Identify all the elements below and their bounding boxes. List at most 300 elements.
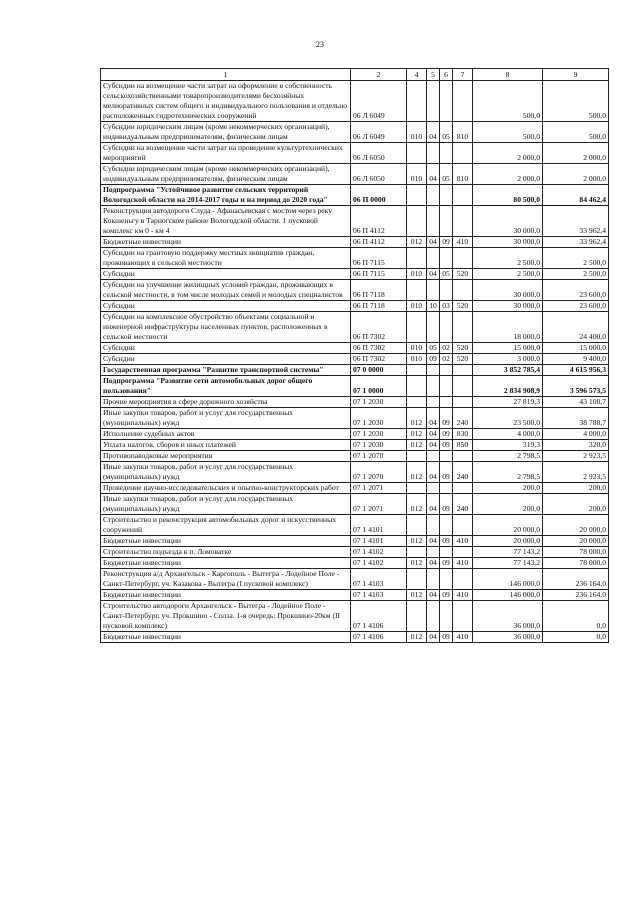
row-ministry-cell: 012 (407, 237, 427, 248)
row-subsection-cell: 09 (440, 590, 453, 601)
table-row (101, 515, 609, 536)
row-code-cell: 07 1 4101 (351, 536, 407, 547)
row-name-cell: Иные закупки товаров, работ и услуг для государственных (муниципальных) нужд (101, 462, 351, 483)
table-row (101, 365, 609, 376)
row-amount-2014-cell: 2 798,5 (473, 462, 543, 483)
row-subsection-cell (440, 280, 453, 301)
table-row (101, 206, 609, 237)
row-name-cell: Субсидии на возмещение части затрат на оформление в собственность сельскохозяйственными товаропроизводителями бесхозяйных мелиоративных систем общего и индивидуального пользования и отдельно расположенных гидротехнических сооружений (101, 81, 351, 122)
row-section-cell: 04 (427, 408, 440, 429)
row-code-cell: 07 1 4102 (351, 558, 407, 569)
row-subsection-cell: 09 (440, 462, 453, 483)
row-type-cell (453, 376, 473, 397)
header-cell: 8 (473, 69, 543, 81)
row-amount-2014-cell: 200,0 (473, 494, 543, 515)
row-ministry-cell (407, 143, 427, 164)
row-name-cell: Субсидии на возмещение части затрат на проведение культуртехнических мероприятий (101, 143, 351, 164)
row-code-cell: 07 1 2030 (351, 429, 407, 440)
row-amount-2015-cell: 2 000,0 (543, 164, 609, 185)
row-code-cell: 06 Л 6049 (351, 122, 407, 143)
row-code-cell: 06 П 7302 (351, 312, 407, 343)
row-name-cell: Субсидии (101, 269, 351, 280)
row-subsection-cell: 09 (440, 429, 453, 440)
row-section-cell: 04 (427, 590, 440, 601)
row-name-cell: Прочие мероприятия в сфере дорожного хозяйства (101, 397, 351, 408)
table-row (101, 312, 609, 343)
row-amount-2014-cell: 80 500,0 (473, 185, 543, 206)
row-code-cell: 07 1 4103 (351, 569, 407, 590)
row-amount-2015-cell: 4 615 956,3 (543, 365, 609, 376)
row-type-cell: 520 (453, 354, 473, 365)
row-amount-2015-cell: 0,0 (543, 601, 609, 632)
row-name-cell: Бюджетные инвестиции (101, 558, 351, 569)
row-code-cell: 07 1 4103 (351, 590, 407, 601)
row-code-cell: 06 П 0000 (351, 185, 407, 206)
row-amount-2014-cell: 2 500,0 (473, 269, 543, 280)
row-code-cell: 06 П 7115 (351, 248, 407, 269)
header-cell: 1 (101, 69, 351, 81)
header-cell: 2 (351, 69, 407, 81)
header-cell: 5 (427, 69, 440, 81)
row-type-cell (453, 515, 473, 536)
row-type-cell: 810 (453, 122, 473, 143)
row-type-cell: 410 (453, 237, 473, 248)
table-row (101, 569, 609, 590)
row-subsection-cell: 09 (440, 494, 453, 515)
row-subsection-cell (440, 81, 453, 122)
row-ministry-cell (407, 312, 427, 343)
row-subsection-cell: 02 (440, 354, 453, 365)
row-name-cell: Подпрограмма "Устойчивое развитие сельских территорий Вологодской области на 2014-2017 годы и на период до 2020 года" (101, 185, 351, 206)
row-ministry-cell (407, 185, 427, 206)
row-amount-2015-cell: 2 500,0 (543, 269, 609, 280)
row-section-cell (427, 483, 440, 494)
row-name-cell: Субсидии на грантовую поддержку местных инициатив граждан, проживающих в сельской местности (101, 248, 351, 269)
row-code-cell: 06 Л 6050 (351, 143, 407, 164)
row-subsection-cell: 09 (440, 536, 453, 547)
row-amount-2014-cell: 2 798,5 (473, 451, 543, 462)
row-type-cell (453, 206, 473, 237)
table-row (101, 440, 609, 451)
row-amount-2014-cell: 36 000,0 (473, 601, 543, 632)
row-amount-2015-cell: 236 164,0 (543, 569, 609, 590)
row-amount-2015-cell: 2 923,5 (543, 451, 609, 462)
row-type-cell (453, 81, 473, 122)
row-amount-2015-cell: 200,0 (543, 494, 609, 515)
table-row (101, 558, 609, 569)
row-name-cell: Реконструкция а/д Архангельск - Каргополь - Вытегра - Лодейное Поле - Санкт-Петербург, уч. Казакова - Вытегра (I пусковой комплекс) (101, 569, 351, 590)
row-section-cell (427, 451, 440, 462)
row-type-cell (453, 248, 473, 269)
row-subsection-cell (440, 569, 453, 590)
row-amount-2015-cell: 9 400,0 (543, 354, 609, 365)
row-amount-2015-cell: 78 000,0 (543, 558, 609, 569)
row-ministry-cell: 012 (407, 462, 427, 483)
table-row (101, 397, 609, 408)
row-subsection-cell (440, 376, 453, 397)
row-amount-2015-cell: 2 923,5 (543, 462, 609, 483)
row-code-cell: 07 1 2071 (351, 494, 407, 515)
table-row (101, 81, 609, 122)
row-subsection-cell (440, 143, 453, 164)
row-amount-2015-cell: 500,0 (543, 122, 609, 143)
row-subsection-cell: 09 (440, 408, 453, 429)
row-section-cell (427, 601, 440, 632)
table-row (101, 269, 609, 280)
row-amount-2015-cell: 38 788,7 (543, 408, 609, 429)
row-code-cell: 06 П 7302 (351, 343, 407, 354)
row-subsection-cell: 02 (440, 343, 453, 354)
row-amount-2015-cell: 33 962,4 (543, 237, 609, 248)
row-ministry-cell (407, 206, 427, 237)
row-ministry-cell (407, 248, 427, 269)
row-amount-2015-cell: 0,0 (543, 632, 609, 643)
row-section-cell: 04 (427, 632, 440, 643)
row-code-cell: 06 Л 6050 (351, 164, 407, 185)
row-amount-2014-cell: 30 000,0 (473, 280, 543, 301)
row-ministry-cell (407, 483, 427, 494)
row-section-cell: 04 (427, 237, 440, 248)
row-subsection-cell (440, 515, 453, 536)
row-amount-2015-cell: 84 462,4 (543, 185, 609, 206)
row-type-cell: 410 (453, 558, 473, 569)
row-type-cell: 520 (453, 269, 473, 280)
table-row (101, 237, 609, 248)
row-section-cell (427, 81, 440, 122)
row-code-cell: 07 1 4106 (351, 601, 407, 632)
row-subsection-cell: 09 (440, 440, 453, 451)
table-row (101, 536, 609, 547)
row-section-cell: 04 (427, 122, 440, 143)
row-amount-2015-cell: 320,0 (543, 440, 609, 451)
row-type-cell: 410 (453, 590, 473, 601)
row-type-cell (453, 143, 473, 164)
row-amount-2014-cell: 3 000,0 (473, 354, 543, 365)
row-code-cell: 06 П 4112 (351, 206, 407, 237)
row-type-cell: 520 (453, 301, 473, 312)
row-name-cell: Субсидии (101, 301, 351, 312)
row-amount-2014-cell: 18 000,0 (473, 312, 543, 343)
row-code-cell: 07 1 2030 (351, 408, 407, 429)
row-amount-2014-cell: 2 000,0 (473, 143, 543, 164)
row-amount-2014-cell: 2 500,0 (473, 248, 543, 269)
row-type-cell: 410 (453, 632, 473, 643)
row-amount-2015-cell: 15 000,0 (543, 343, 609, 354)
header-cell: 6 (440, 69, 453, 81)
row-name-cell: Исполнение судебных актов (101, 429, 351, 440)
row-ministry-cell: 012 (407, 558, 427, 569)
row-amount-2015-cell: 20 000,0 (543, 515, 609, 536)
row-ministry-cell: 012 (407, 494, 427, 515)
row-name-cell: Противопаводковые мероприятия (101, 451, 351, 462)
row-subsection-cell: 05 (440, 122, 453, 143)
table-row (101, 632, 609, 643)
row-ministry-cell: 012 (407, 429, 427, 440)
row-section-cell (427, 515, 440, 536)
row-amount-2014-cell: 146 000,0 (473, 590, 543, 601)
row-code-cell: 07 1 4106 (351, 632, 407, 643)
table-row (101, 408, 609, 429)
row-type-cell (453, 185, 473, 206)
row-section-cell: 04 (427, 462, 440, 483)
row-amount-2014-cell: 23 500,0 (473, 408, 543, 429)
row-section-cell: 09 (427, 354, 440, 365)
row-subsection-cell (440, 185, 453, 206)
row-type-cell (453, 397, 473, 408)
row-type-cell (453, 547, 473, 558)
row-amount-2015-cell: 20 000,0 (543, 536, 609, 547)
row-section-cell: 04 (427, 429, 440, 440)
row-type-cell: 520 (453, 343, 473, 354)
row-ministry-cell: 010 (407, 269, 427, 280)
table-row (101, 280, 609, 301)
row-subsection-cell (440, 397, 453, 408)
table-row (101, 143, 609, 164)
row-name-cell: Бюджетные инвестиции (101, 632, 351, 643)
row-amount-2014-cell: 2 834 908,9 (473, 376, 543, 397)
row-type-cell (453, 312, 473, 343)
row-amount-2014-cell: 200,0 (473, 483, 543, 494)
row-section-cell (427, 397, 440, 408)
row-ministry-cell (407, 376, 427, 397)
row-code-cell: 07 1 2071 (351, 483, 407, 494)
row-type-cell: 410 (453, 536, 473, 547)
table-row (101, 451, 609, 462)
row-amount-2014-cell: 30 000,0 (473, 206, 543, 237)
row-subsection-cell (440, 451, 453, 462)
row-type-cell: 830 (453, 429, 473, 440)
table-row (101, 494, 609, 515)
row-amount-2014-cell: 27 819,3 (473, 397, 543, 408)
row-amount-2014-cell: 15 000,0 (473, 343, 543, 354)
row-ministry-cell (407, 569, 427, 590)
row-type-cell (453, 601, 473, 632)
row-name-cell: Субсидии юридическим лицам (кроме некоммерческих организаций), индивидуальным предпринимателям, физическим лицам (101, 164, 351, 185)
row-name-cell: Иные закупки товаров, работ и услуг для государственных (муниципальных) нужд (101, 408, 351, 429)
row-amount-2015-cell: 23 600,0 (543, 301, 609, 312)
row-amount-2015-cell: 2 500,0 (543, 248, 609, 269)
row-ministry-cell (407, 601, 427, 632)
row-amount-2014-cell: 3 852 785,4 (473, 365, 543, 376)
row-code-cell: 07 1 0000 (351, 376, 407, 397)
row-name-cell: Строительство автодороги Архангельск - Вытегра - Лодейное Поле - Санкт-Петербург, уч. Прокшино - Солза. 1-я очередь: Прокшино-20км (II пусковой комплекс) (101, 601, 351, 632)
row-code-cell: 07 0 0000 (351, 365, 407, 376)
row-code-cell: 07 1 2030 (351, 397, 407, 408)
budget-table (100, 68, 609, 643)
row-amount-2015-cell: 2 000,0 (543, 143, 609, 164)
row-section-cell: 04 (427, 494, 440, 515)
row-ministry-cell (407, 451, 427, 462)
row-name-cell: Подпрограмма "Развитие сети автомобильных дорог общего пользования" (101, 376, 351, 397)
row-section-cell (427, 206, 440, 237)
row-ministry-cell: 010 (407, 122, 427, 143)
table-row (101, 462, 609, 483)
row-amount-2015-cell: 24 400,0 (543, 312, 609, 343)
row-subsection-cell (440, 312, 453, 343)
row-amount-2015-cell: 4 000,0 (543, 429, 609, 440)
row-section-cell (427, 280, 440, 301)
row-code-cell: 06 П 7118 (351, 301, 407, 312)
row-type-cell (453, 280, 473, 301)
row-ministry-cell (407, 547, 427, 558)
row-section-cell (427, 569, 440, 590)
row-subsection-cell (440, 248, 453, 269)
row-amount-2015-cell: 33 962,4 (543, 206, 609, 237)
row-amount-2014-cell: 2 000,0 (473, 164, 543, 185)
row-ministry-cell: 010 (407, 164, 427, 185)
table-row (101, 301, 609, 312)
row-name-cell: Субсидии юридическим лицам (кроме некоммерческих организаций), индивидуальным предпринимателям, физическим лицам (101, 122, 351, 143)
row-code-cell: 06 П 4112 (351, 237, 407, 248)
table-row (101, 376, 609, 397)
row-subsection-cell (440, 365, 453, 376)
row-amount-2014-cell: 77 143,2 (473, 547, 543, 558)
row-subsection-cell: 05 (440, 269, 453, 280)
row-ministry-cell (407, 365, 427, 376)
row-amount-2014-cell: 500,0 (473, 122, 543, 143)
table-row (101, 248, 609, 269)
row-ministry-cell: 012 (407, 632, 427, 643)
row-code-cell: 06 П 7115 (351, 269, 407, 280)
row-code-cell: 07 1 2070 (351, 451, 407, 462)
row-amount-2015-cell: 500,0 (543, 81, 609, 122)
row-name-cell: Бюджетные инвестиции (101, 237, 351, 248)
row-section-cell: 04 (427, 558, 440, 569)
row-amount-2014-cell: 4 000,0 (473, 429, 543, 440)
row-name-cell: Бюджетные инвестиции (101, 590, 351, 601)
row-amount-2015-cell: 23 600,0 (543, 280, 609, 301)
row-ministry-cell: 010 (407, 354, 427, 365)
row-section-cell: 04 (427, 440, 440, 451)
row-name-cell: Бюджетные инвестиции (101, 536, 351, 547)
row-name-cell: Строительство и реконструкция автомобильных дорог и искусственных сооружений (101, 515, 351, 536)
row-subsection-cell: 09 (440, 558, 453, 569)
row-code-cell: 07 1 4101 (351, 515, 407, 536)
row-section-cell: 04 (427, 269, 440, 280)
row-amount-2014-cell: 500,0 (473, 81, 543, 122)
row-amount-2015-cell: 78 000,0 (543, 547, 609, 558)
row-ministry-cell (407, 81, 427, 122)
row-amount-2015-cell: 236 164,0 (543, 590, 609, 601)
row-section-cell (427, 185, 440, 206)
header-cell: 9 (543, 69, 609, 81)
page-number: 23 (316, 40, 324, 49)
row-ministry-cell (407, 280, 427, 301)
row-name-cell: Субсидии на улучшение жилищных условий граждан, проживающих в сельской местности, в том числе молодых семей и молодых специалистов (101, 280, 351, 301)
row-type-cell: 850 (453, 440, 473, 451)
row-section-cell (427, 248, 440, 269)
table-row (101, 601, 609, 632)
row-code-cell: 06 Л 6049 (351, 81, 407, 122)
row-subsection-cell (440, 601, 453, 632)
row-ministry-cell: 012 (407, 440, 427, 451)
row-section-cell (427, 312, 440, 343)
row-ministry-cell: 010 (407, 343, 427, 354)
table-row (101, 164, 609, 185)
row-section-cell (427, 376, 440, 397)
table-row (101, 354, 609, 365)
row-type-cell: 240 (453, 462, 473, 483)
row-type-cell (453, 365, 473, 376)
row-section-cell (427, 143, 440, 164)
row-code-cell: 06 П 7118 (351, 280, 407, 301)
row-type-cell (453, 451, 473, 462)
table-row (101, 590, 609, 601)
row-name-cell: Государственная программа "Развитие транспортной системы" (101, 365, 351, 376)
row-amount-2014-cell: 36 000,0 (473, 632, 543, 643)
row-section-cell: 10 (427, 301, 440, 312)
table-body (101, 81, 609, 643)
row-section-cell (427, 365, 440, 376)
table-row (101, 547, 609, 558)
row-subsection-cell: 09 (440, 237, 453, 248)
row-amount-2015-cell: 43 108,7 (543, 397, 609, 408)
table-row (101, 429, 609, 440)
row-name-cell: Субсидии на комплексное обустройство объектами социальной и инженерной инфраструктуры населенных пунктов, расположенных в сельской местности (101, 312, 351, 343)
table-row (101, 122, 609, 143)
table-header-row (101, 69, 609, 81)
row-amount-2014-cell: 319,3 (473, 440, 543, 451)
row-section-cell (427, 547, 440, 558)
row-ministry-cell: 012 (407, 590, 427, 601)
row-subsection-cell (440, 483, 453, 494)
row-name-cell: Иные закупки товаров, работ и услуг для государственных (муниципальных) нужд (101, 494, 351, 515)
row-type-cell (453, 569, 473, 590)
row-name-cell: Субсидии (101, 343, 351, 354)
header-cell: 4 (407, 69, 427, 81)
row-section-cell: 05 (427, 343, 440, 354)
table-row (101, 343, 609, 354)
row-type-cell: 240 (453, 408, 473, 429)
table-row (101, 483, 609, 494)
row-amount-2014-cell: 20 000,0 (473, 536, 543, 547)
row-type-cell: 240 (453, 494, 473, 515)
row-amount-2014-cell: 20 000,0 (473, 515, 543, 536)
row-subsection-cell (440, 206, 453, 237)
row-ministry-cell: 010 (407, 301, 427, 312)
row-section-cell: 04 (427, 164, 440, 185)
row-subsection-cell: 09 (440, 632, 453, 643)
row-type-cell: 810 (453, 164, 473, 185)
row-amount-2014-cell: 30 000,0 (473, 301, 543, 312)
row-type-cell (453, 483, 473, 494)
row-name-cell: Проведение научно-исследовательских и опытно-конструкторских работ (101, 483, 351, 494)
header-cell: 7 (453, 69, 473, 81)
row-amount-2015-cell: 200,0 (543, 483, 609, 494)
row-subsection-cell (440, 547, 453, 558)
row-ministry-cell (407, 515, 427, 536)
row-code-cell: 07 1 2030 (351, 440, 407, 451)
row-subsection-cell: 03 (440, 301, 453, 312)
row-name-cell: Строительство подъезда к п. Ломоватке (101, 547, 351, 558)
row-ministry-cell: 012 (407, 536, 427, 547)
row-name-cell: Уплата налогов, сборов и иных платежей (101, 440, 351, 451)
row-name-cell: Реконструкция автодороги Слуда - Афанасьевская с мостом через реку Кокшеньгу в Тарногском районе Вологодской области. 1 пусковой комплекс км 0 - км 4 (101, 206, 351, 237)
row-amount-2015-cell: 3 596 573,5 (543, 376, 609, 397)
row-code-cell: 06 П 7302 (351, 354, 407, 365)
row-amount-2014-cell: 30 000,0 (473, 237, 543, 248)
row-ministry-cell: 012 (407, 408, 427, 429)
row-amount-2014-cell: 77 143,2 (473, 558, 543, 569)
row-ministry-cell (407, 397, 427, 408)
row-subsection-cell: 05 (440, 164, 453, 185)
row-code-cell: 07 1 4102 (351, 547, 407, 558)
row-name-cell: Субсидии (101, 354, 351, 365)
row-amount-2014-cell: 146 000,0 (473, 569, 543, 590)
row-code-cell: 07 1 2070 (351, 462, 407, 483)
table-row (101, 185, 609, 206)
row-section-cell: 04 (427, 536, 440, 547)
